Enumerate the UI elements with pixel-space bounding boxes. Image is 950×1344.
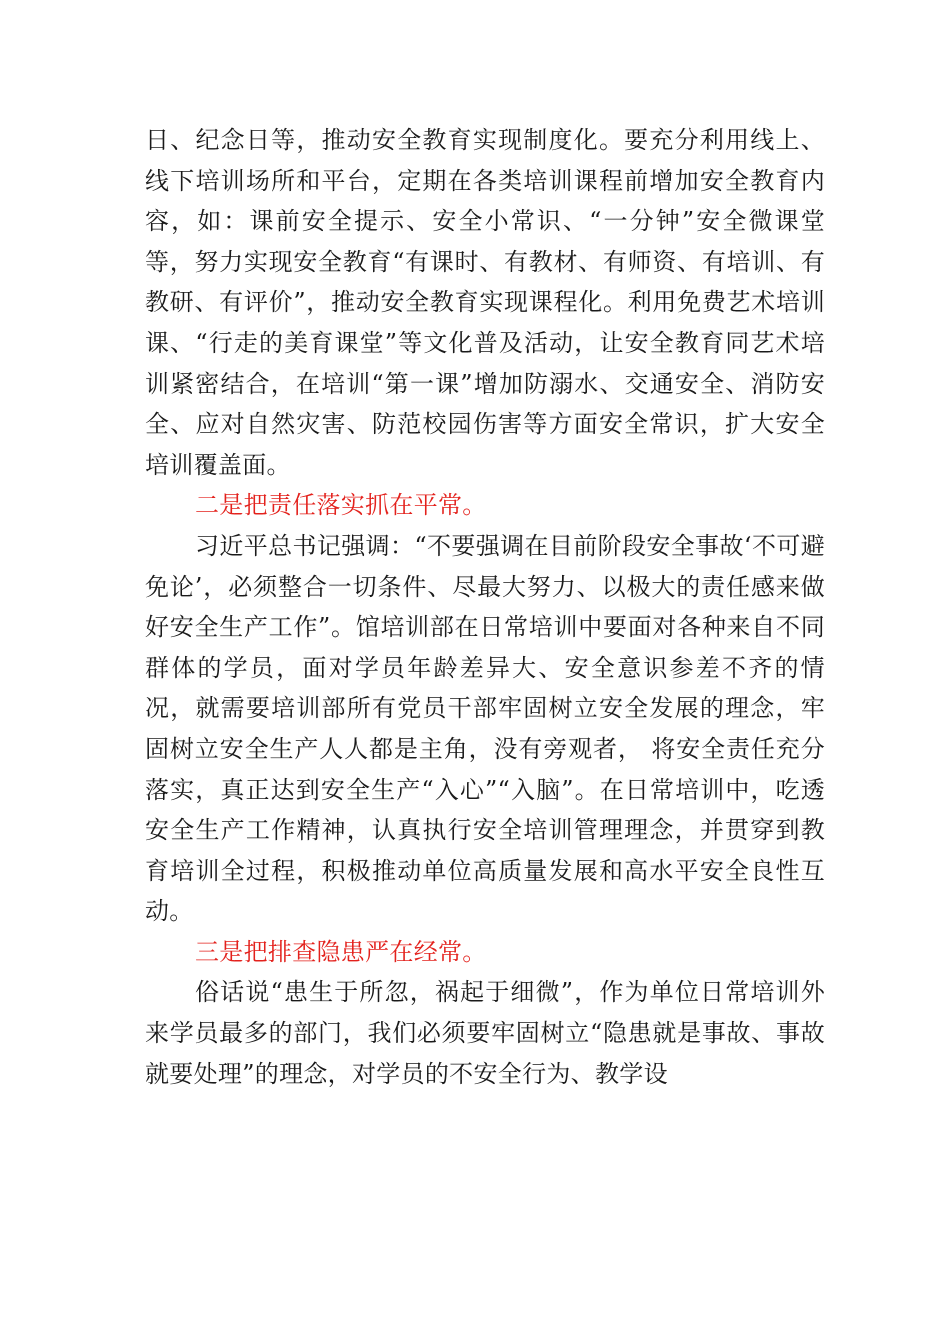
- body-paragraph-2: 习近平总书记强调：“不要强调在目前阶段安全事故‘不可避免论’，必须整合一切条件、尽最大努力、以极大的责任感来做好安全生产工作”。馆培训部在日常培训中要面对各种来自不同群体的学员，面对学员年龄差异大、安全意识参差不齐的情况，就需要培训部所有党员干部牢固树立安全发展的理念，牢固树立安全生产人人都是主角，没有旁观者， 将安全责任充分落实，真正达到安全生产“入心”“入脑”。在日常培训中，吃透安全生产工作精神，认真执行安全培训管理理念，并贯穿到教育培训全过程，积极推动单位高质量发展和高水平安全良性互动。: [145, 531, 825, 926]
- body-paragraph-3: 俗话说“患生于所忽，祸起于细微”，作为单位日常培训外来学员最多的部门，我们必须要牢固树立“隐患就是事故、事故就要处理”的理念，对学员的不安全行为、教学设: [145, 978, 825, 1088]
- section-heading-3: 三是把排查隐患严在经常。: [195, 937, 487, 966]
- document-page: [145, 120, 825, 1094]
- section-heading-2: 二是把责任落实抓在平常。: [195, 491, 487, 520]
- body-paragraph-1: 日、纪念日等，推动安全教育实现制度化。要充分利用线上、线下培训场所和平台，定期在各类培训课程前增加安全教育内容，如：课前安全提示、安全小常识、“一分钟”安全微课堂等，努力实现安全教育“有课时、有教材、有师资、有培训、有教研、有评价”，推动安全教育实现课程化。利用免费艺术培训课、“行走的美育课堂”等文化普及活动，让安全教育同艺术培训紧密结合，在培训“第一课”增加防溺水、交通安全、消防安全、应对自然灾害、防范校园伤害等方面安全常识，扩大安全培训覆盖面。: [145, 126, 825, 479]
